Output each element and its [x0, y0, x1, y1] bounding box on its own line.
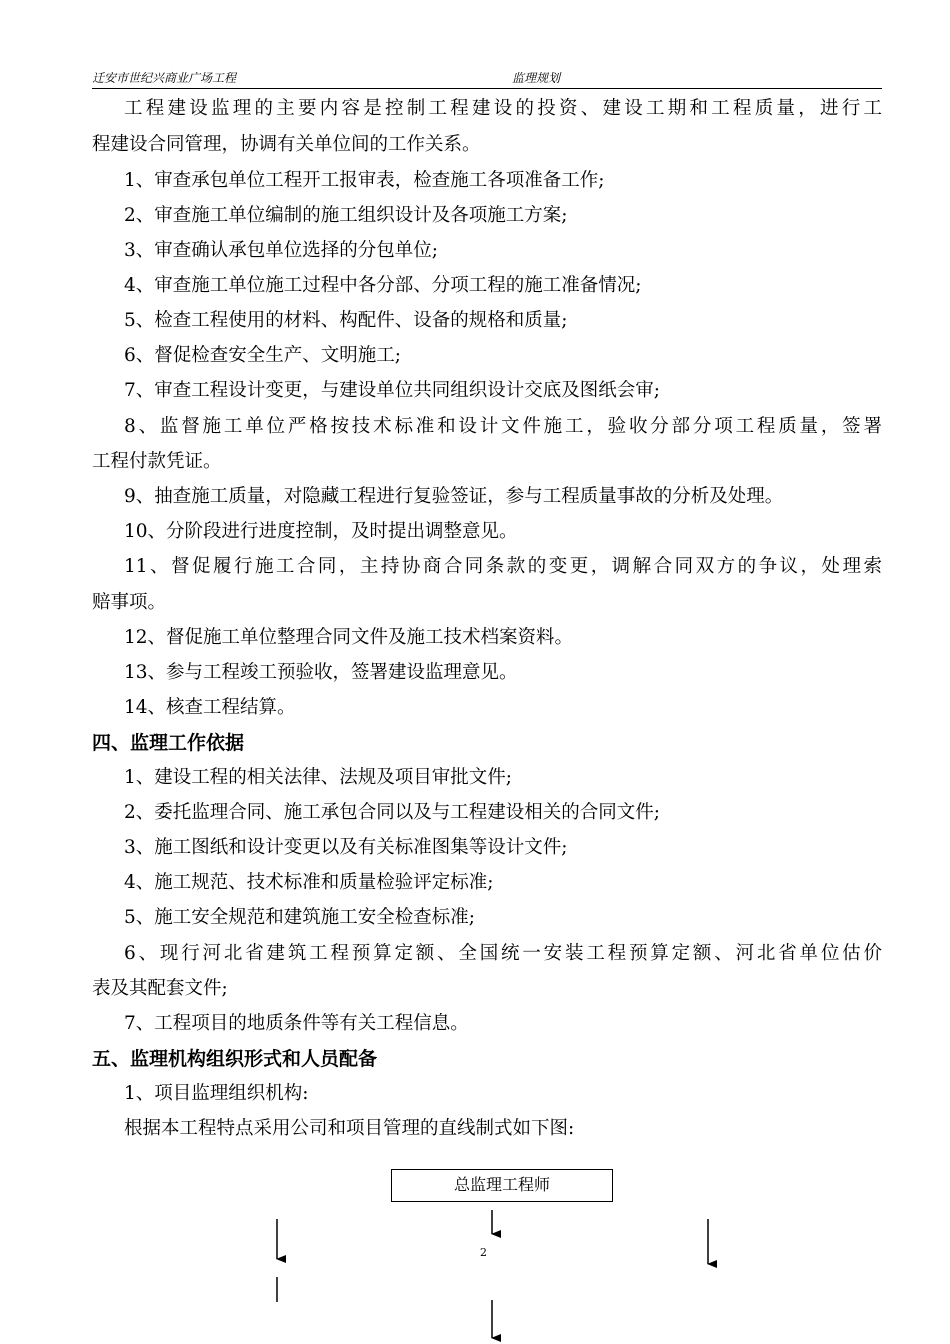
list-item: 9、抽查施工质量，对隐藏工程进行复验签证，参与工程质量事故的分析及处理。 — [124, 486, 784, 507]
list-item: 6、督促检查安全生产、文明施工; — [124, 345, 402, 366]
section-heading: 五、监理机构组织形式和人员配备 — [92, 1048, 378, 1070]
page-header — [92, 66, 882, 89]
paragraph-line: 根据本工程特点采用公司和项目管理的直线制式如下图: — [124, 1118, 575, 1139]
paragraph-line: 程建设合同管理，协调有关单位间的工作关系。 — [92, 134, 481, 155]
list-item: 12、督促施工单位整理合同文件及施工技术档案资料。 — [124, 627, 574, 648]
page-number: 2 — [480, 1246, 487, 1259]
list-item: 4、施工规范、技术标准和质量检验评定标准; — [124, 872, 494, 893]
list-item-continued: 赔事项。 — [92, 592, 167, 613]
list-item: 3、施工图纸和设计变更以及有关标准图集等设计文件; — [124, 837, 568, 858]
list-item: 8、监督施工单位严格按技术标准和设计文件施工，验收分部分项工程质量，签署 — [124, 416, 882, 437]
list-item: 11、督促履行施工合同，主持协商合同条款的变更，调解合同双方的争议，处理索 — [124, 556, 882, 577]
list-item: 10、分阶段进行进度控制，及时提出调整意见。 — [124, 521, 518, 542]
list-item: 7、审查工程设计变更，与建设单位共同组织设计交底及图纸会审; — [124, 380, 661, 401]
section-heading: 四、监理工作依据 — [92, 732, 245, 754]
list-item: 13、参与工程竣工预验收，签署建设监理意见。 — [124, 662, 518, 683]
list-item: 7、工程项目的地质条件等有关工程信息。 — [124, 1013, 469, 1034]
list-item: 5、施工安全规范和建筑施工安全检查标准; — [124, 907, 476, 928]
list-item-continued: 工程付款凭证。 — [92, 451, 222, 472]
list-item: 6、现行河北省建筑工程预算定额、全国统一安装工程预算定额、河北省单位估价 — [124, 943, 882, 964]
list-item: 5、检查工程使用的材料、构配件、设备的规格和质量; — [124, 310, 568, 331]
header-project-name: 迁安市世纪兴商业广场工程 — [92, 71, 237, 85]
list-item: 3、审查确认承包单位选择的分包单位; — [124, 240, 439, 261]
org-chart-top-box: 总监理工程师 — [391, 1169, 613, 1202]
list-item: 2、审查施工单位编制的施工组织设计及各项施工方案; — [124, 205, 568, 226]
list-item: 1、项目监理组织机构: — [124, 1083, 309, 1104]
list-item: 1、建设工程的相关法律、法规及项目审批文件; — [124, 767, 513, 788]
list-item-continued: 表及其配套文件; — [92, 978, 228, 999]
list-item: 4、审查施工单位施工过程中各分部、分项工程的施工准备情况; — [124, 275, 642, 296]
list-item: 14、核查工程结算。 — [124, 697, 296, 718]
header-doc-title: 监理规划 — [512, 71, 561, 85]
paragraph-line: 工程建设监理的主要内容是控制工程建设的投资、建设工期和工程质量，进行工 — [124, 98, 882, 119]
list-item: 1、审查承包单位工程开工报审表，检查施工各项准备工作; — [124, 170, 605, 191]
list-item: 2、委托监理合同、施工承包合同以及与工程建设相关的合同文件; — [124, 802, 661, 823]
